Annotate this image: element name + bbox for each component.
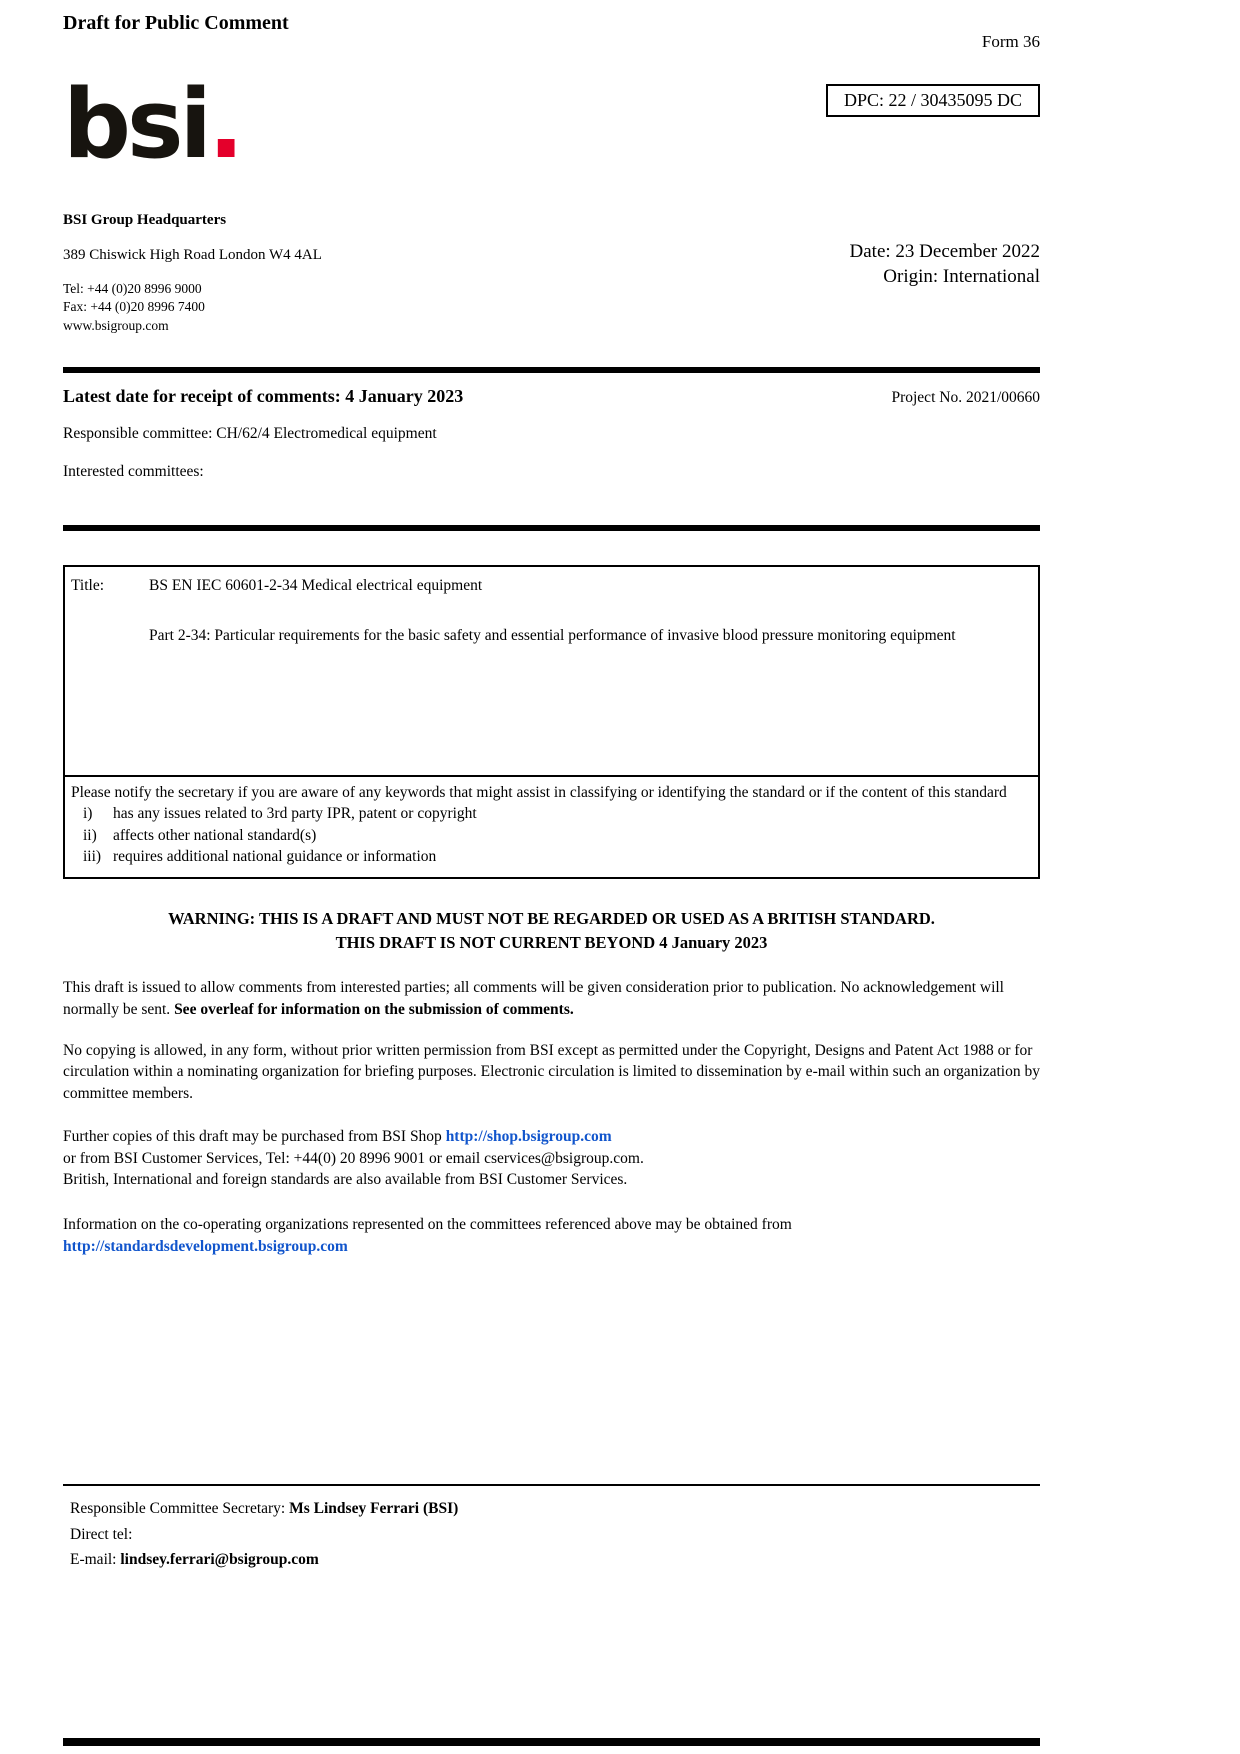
fax-line: Fax: +44 (0)20 8996 7400 bbox=[63, 299, 205, 315]
draft-warning-line1: WARNING: THIS IS A DRAFT AND MUST NOT BE REGARDED OR USED AS A BRITISH STANDARD. bbox=[168, 909, 935, 929]
keyword-item-text: affects other national standard(s) bbox=[113, 826, 317, 844]
date-line: Date: 23 December 2022 bbox=[849, 241, 1040, 262]
website-line: www.bsigroup.com bbox=[63, 317, 169, 333]
purchase-line2: or from BSI Customer Services, Tel: +44(0) 20 8996 9001 or email cservices@bsigroup.com. bbox=[63, 1149, 644, 1167]
bsi-shop-link[interactable]: http://shop.bsigroup.com bbox=[445, 1128, 612, 1146]
keyword-item-text: requires additional national guidance or information bbox=[113, 848, 437, 866]
bottom-bar bbox=[63, 1738, 1040, 1746]
keywords-intro: Please notify the secretary if you are aware of any keywords that might assist in classifying or identifying the standard or if the content of this standard bbox=[71, 783, 1007, 801]
paragraph-comments-notice bbox=[63, 977, 1040, 1020]
footer-divider-line bbox=[63, 1484, 1040, 1486]
page-content bbox=[63, 12, 1040, 1257]
keyword-item-marker: ii) bbox=[83, 826, 97, 844]
paragraph-purchase-info bbox=[63, 1126, 1040, 1190]
email-line bbox=[70, 1547, 458, 1573]
purchase-line1 bbox=[63, 1126, 1040, 1147]
keywords-section bbox=[65, 775, 1038, 878]
date-origin-block bbox=[850, 240, 1040, 289]
direct-tel-line: Direct tel: bbox=[70, 1525, 133, 1543]
title-content bbox=[149, 575, 1028, 775]
interested-committees-line: Interested committees: bbox=[63, 462, 204, 480]
paragraph-copyright-notice: No copying is allowed, in any form, without prior written permission from BSI except as permitted under the Copyright, Designs and Patent Act 1988 or for circulation within a nominating organization for briefing purposes. Electronic circulation is limited to dissemination by e-mail within such an organization by committee members. bbox=[63, 1042, 1040, 1102]
hq-title: BSI Group Headquarters bbox=[63, 212, 227, 229]
form-number-label: Form 36 bbox=[981, 32, 1040, 51]
standard-title-line1: BS EN IEC 60601-2-34 Medical electrical equipment bbox=[149, 576, 483, 594]
divider-bar-middle bbox=[63, 525, 1040, 531]
standard-title-line2: Part 2-34: Particular requirements for the basic safety and essential performance of invasive blood pressure monitoring equipment bbox=[149, 626, 956, 644]
email-value: lindsey.ferrari@bsigroup.com bbox=[120, 1551, 319, 1569]
bsi-logo-dot: . bbox=[208, 70, 241, 180]
draft-warning bbox=[63, 907, 1040, 955]
origin-line: Origin: International bbox=[883, 265, 1040, 287]
footer-secretary-block bbox=[70, 1496, 458, 1573]
secretary-label: Responsible Committee Secretary: bbox=[70, 1500, 290, 1517]
purchase-line1-text: Further copies of this draft may be purchased from BSI Shop bbox=[63, 1128, 446, 1146]
cooperating-orgs-text: Information on the co-operating organizations represented on the committees referenced above may be obtained from bbox=[63, 1216, 792, 1234]
divider-bar-top bbox=[63, 367, 1040, 373]
secretary-name: Ms Lindsey Ferrari (BSI) bbox=[289, 1500, 459, 1517]
keyword-item bbox=[71, 825, 1028, 846]
draft-for-public-comment-title: Draft for Public Comment bbox=[63, 12, 289, 34]
keyword-item-marker: iii) bbox=[83, 848, 102, 866]
draft-warning-line2: THIS DRAFT IS NOT CURRENT BEYOND 4 January 2023 bbox=[335, 933, 768, 953]
title-section bbox=[65, 567, 1038, 775]
keyword-item bbox=[71, 846, 1028, 867]
latest-date-label: Latest date for receipt of comments: 4 January 2023 bbox=[63, 385, 464, 406]
email-label: E-mail: bbox=[70, 1551, 121, 1569]
paragraph-cooperating-orgs bbox=[63, 1214, 1040, 1257]
title-label: Title: bbox=[71, 576, 105, 594]
keyword-item-marker: i) bbox=[83, 805, 93, 823]
bsi-logo-text: bsi bbox=[63, 70, 209, 180]
responsible-committee-line: Responsible committee: CH/62/4 Electromedical equipment bbox=[63, 424, 437, 442]
paragraph-comments-notice-text: This draft is issued to allow comments from interested parties; all comments will be given consideration prior to publication. No acknowledgement will normally be sent. bbox=[63, 979, 1004, 1018]
title-box bbox=[63, 565, 1040, 880]
standards-development-link[interactable]: http://standardsdevelopment.bsigroup.com bbox=[63, 1237, 348, 1255]
keyword-item-text: has any issues related to 3rd party IPR, patent or copyright bbox=[113, 805, 477, 823]
header-row bbox=[63, 12, 1040, 52]
see-overleaf-note: See overleaf for information on the submission of comments. bbox=[174, 1000, 574, 1018]
tel-line: Tel: +44 (0)20 8996 9000 bbox=[63, 281, 202, 297]
secretary-line bbox=[70, 1496, 458, 1522]
hq-address: 389 Chiswick High Road London W4 4AL bbox=[63, 247, 322, 264]
project-number: Project No. 2021/00660 bbox=[891, 388, 1040, 406]
keyword-item bbox=[71, 803, 1028, 824]
purchase-line3: British, International and foreign standards are also available from BSI Customer Services. bbox=[63, 1170, 628, 1188]
comments-deadline-row bbox=[63, 386, 1040, 407]
dpc-reference-box: DPC: 22 / 30435095 DC bbox=[826, 84, 1040, 117]
